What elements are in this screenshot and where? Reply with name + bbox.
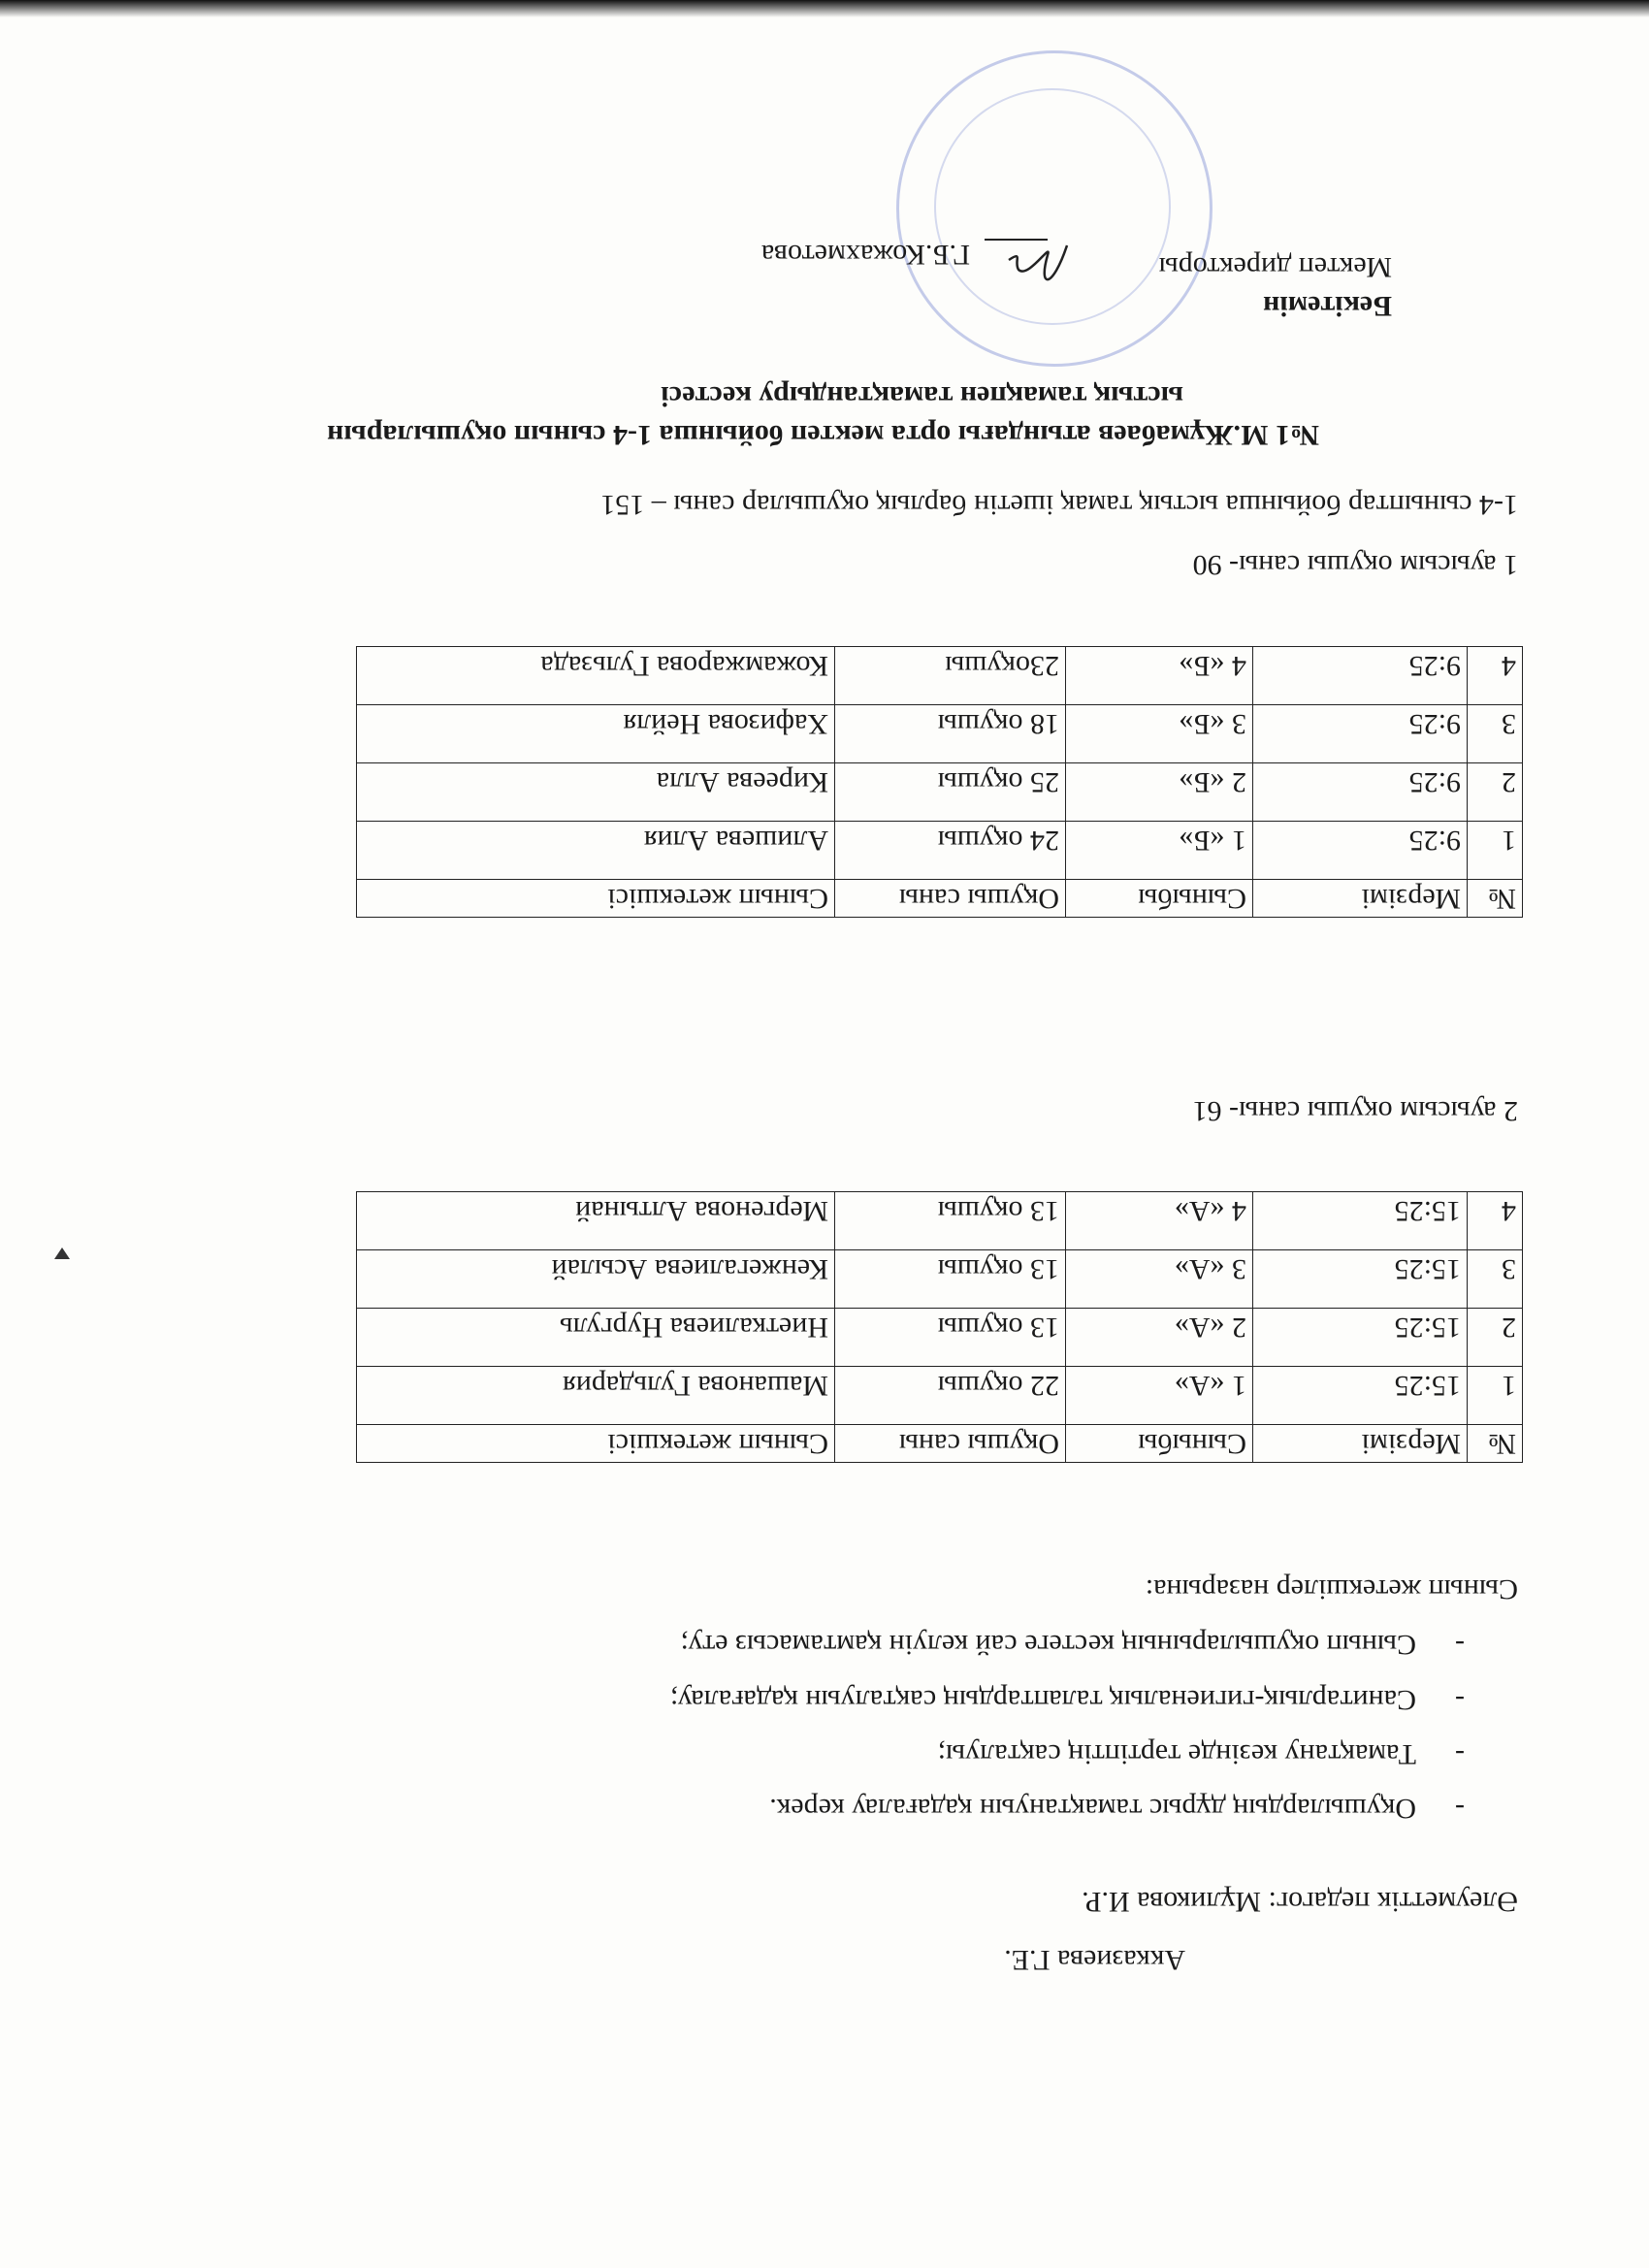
- cell-number: 1: [1468, 822, 1523, 880]
- header-count: Оқушы саны: [835, 880, 1066, 918]
- cell-time: 9:25: [1253, 822, 1468, 880]
- cell-time: 15:25: [1253, 1309, 1468, 1367]
- table-row: [357, 1192, 1523, 1250]
- cell-teacher: Ниеткалиева Нургуль: [357, 1309, 835, 1367]
- notes-title: Сынып жетекшілер назарына:: [1145, 1573, 1518, 1605]
- signature-line: [985, 239, 1048, 241]
- notes-item-text: Тамақтану кезінде тәртіптің сақталуы;: [937, 1738, 1416, 1770]
- header-count: Оқушы саны: [835, 1425, 1066, 1463]
- cell-number: 2: [1468, 763, 1523, 822]
- notes-item-text: Оқушылардың дұрыс тамақтануын қадағалау керек.: [769, 1793, 1416, 1825]
- cell-time: 9:25: [1253, 705, 1468, 763]
- shift1-caption: 1 ауысым оқушы саны- 90: [1192, 549, 1518, 581]
- cell-teacher: Мергенова Алтынай: [357, 1192, 835, 1250]
- heading-line-2: ыстық тамақпен тамақтандыру кестесі: [661, 380, 1183, 412]
- table-header-row: [357, 1425, 1523, 1463]
- header-teacher: Сынып жетекшісі: [357, 880, 835, 918]
- table-row: [357, 705, 1523, 763]
- header-number: №: [1468, 880, 1523, 918]
- header-class: Сыныбы: [1066, 1425, 1253, 1463]
- cell-count: 24 оқушы: [835, 822, 1066, 880]
- cell-class: 1 «Б»: [1066, 822, 1253, 880]
- social-pedagogue: Әлеуметтік педагог: Мұликова И.Р.: [1082, 1886, 1518, 1918]
- table-row: [357, 647, 1523, 705]
- cell-teacher: Кожамжарова Гульзада: [357, 647, 835, 705]
- header-time: Мерзімі: [1253, 880, 1468, 918]
- cell-time: 9:25: [1253, 763, 1468, 822]
- cell-count: 18 оқушы: [835, 705, 1066, 763]
- cell-time: 9:25: [1253, 647, 1468, 705]
- bullet: -: [1455, 1629, 1465, 1661]
- notes-item-4: [769, 1791, 1465, 1826]
- cell-number: 3: [1468, 1250, 1523, 1309]
- cell-class: 1 «А»: [1066, 1367, 1253, 1425]
- cell-teacher: Кенжегалиева Асылай: [357, 1250, 835, 1309]
- school-stamp: [896, 50, 1212, 367]
- approval-position: Мектеп директоры: [1158, 251, 1392, 283]
- cell-count: 25 оқушы: [835, 763, 1066, 822]
- cell-number: 4: [1468, 647, 1523, 705]
- table-header-row: [357, 880, 1523, 918]
- table-row: [357, 1367, 1523, 1425]
- cell-count: 13 оқушы: [835, 1309, 1066, 1367]
- notes-item-3: [938, 1736, 1465, 1771]
- cell-count: 22 оқушы: [835, 1367, 1066, 1425]
- notes-item-text: Санитарлық-гигиеналық талаптардың сақталуын қадағалау;: [669, 1684, 1416, 1716]
- notes-item-2: [670, 1682, 1465, 1717]
- cell-time: 15:25: [1253, 1192, 1468, 1250]
- heading-line-1: №1 М.Жұмабаев атындағы орта мектеп бойынша 1-4 сынып оқушыларын: [327, 419, 1319, 451]
- table-row: [357, 1250, 1523, 1309]
- second-signatory: Акказиева Г.Е.: [1004, 1944, 1185, 1976]
- cell-teacher: Киреева Алла: [357, 763, 835, 822]
- signature-icon: [999, 231, 1077, 299]
- scan-mark: [54, 1247, 70, 1259]
- cell-number: 2: [1468, 1309, 1523, 1367]
- cell-class: 4 «Б»: [1066, 647, 1253, 705]
- cell-count: 23оқушы: [835, 647, 1066, 705]
- total-students: 1-4 сыныптар бойынша ыстық тамақ ішетін барлық оқушылар саны – 151: [600, 489, 1518, 521]
- shift1-table: [356, 646, 1523, 918]
- cell-teacher: Машанова Гульдария: [357, 1367, 835, 1425]
- cell-number: 3: [1468, 705, 1523, 763]
- header-teacher: Сынып жетекшісі: [357, 1425, 835, 1463]
- cell-class: 3 «А»: [1066, 1250, 1253, 1309]
- header-class: Сыныбы: [1066, 880, 1253, 918]
- approval-title: Бекітемін: [1263, 290, 1392, 322]
- notes-item-text: Сынып оқушыларының кестеге сай келуін қамтамасыз ету;: [680, 1629, 1416, 1661]
- table-row: [357, 763, 1523, 822]
- table-row: [357, 1309, 1523, 1367]
- table-row: [357, 822, 1523, 880]
- cell-class: 2 «А»: [1066, 1309, 1253, 1367]
- cell-teacher: Хафизова Нейля: [357, 705, 835, 763]
- header-number: №: [1468, 1425, 1523, 1463]
- cell-time: 15:25: [1253, 1250, 1468, 1309]
- header-time: Мерзімі: [1253, 1425, 1468, 1463]
- cell-count: 13 оқушы: [835, 1250, 1066, 1309]
- bullet: -: [1455, 1738, 1465, 1770]
- bullet: -: [1455, 1684, 1465, 1716]
- bullet: -: [1455, 1793, 1465, 1825]
- shift2-caption: 2 ауысым оқушы саны- 61: [1192, 1095, 1518, 1127]
- cell-number: 4: [1468, 1192, 1523, 1250]
- cell-number: 1: [1468, 1367, 1523, 1425]
- cell-class: 3 «Б»: [1066, 705, 1253, 763]
- cell-time: 15:25: [1253, 1367, 1468, 1425]
- approval-name: Г.Б.Кожахметова: [760, 239, 970, 271]
- cell-class: 2 «Б»: [1066, 763, 1253, 822]
- cell-count: 13 оқушы: [835, 1192, 1066, 1250]
- cell-class: 4 «А»: [1066, 1192, 1253, 1250]
- cell-teacher: Алишева Алия: [357, 822, 835, 880]
- shift2-table: [356, 1191, 1523, 1463]
- notes-item-1: [681, 1627, 1465, 1662]
